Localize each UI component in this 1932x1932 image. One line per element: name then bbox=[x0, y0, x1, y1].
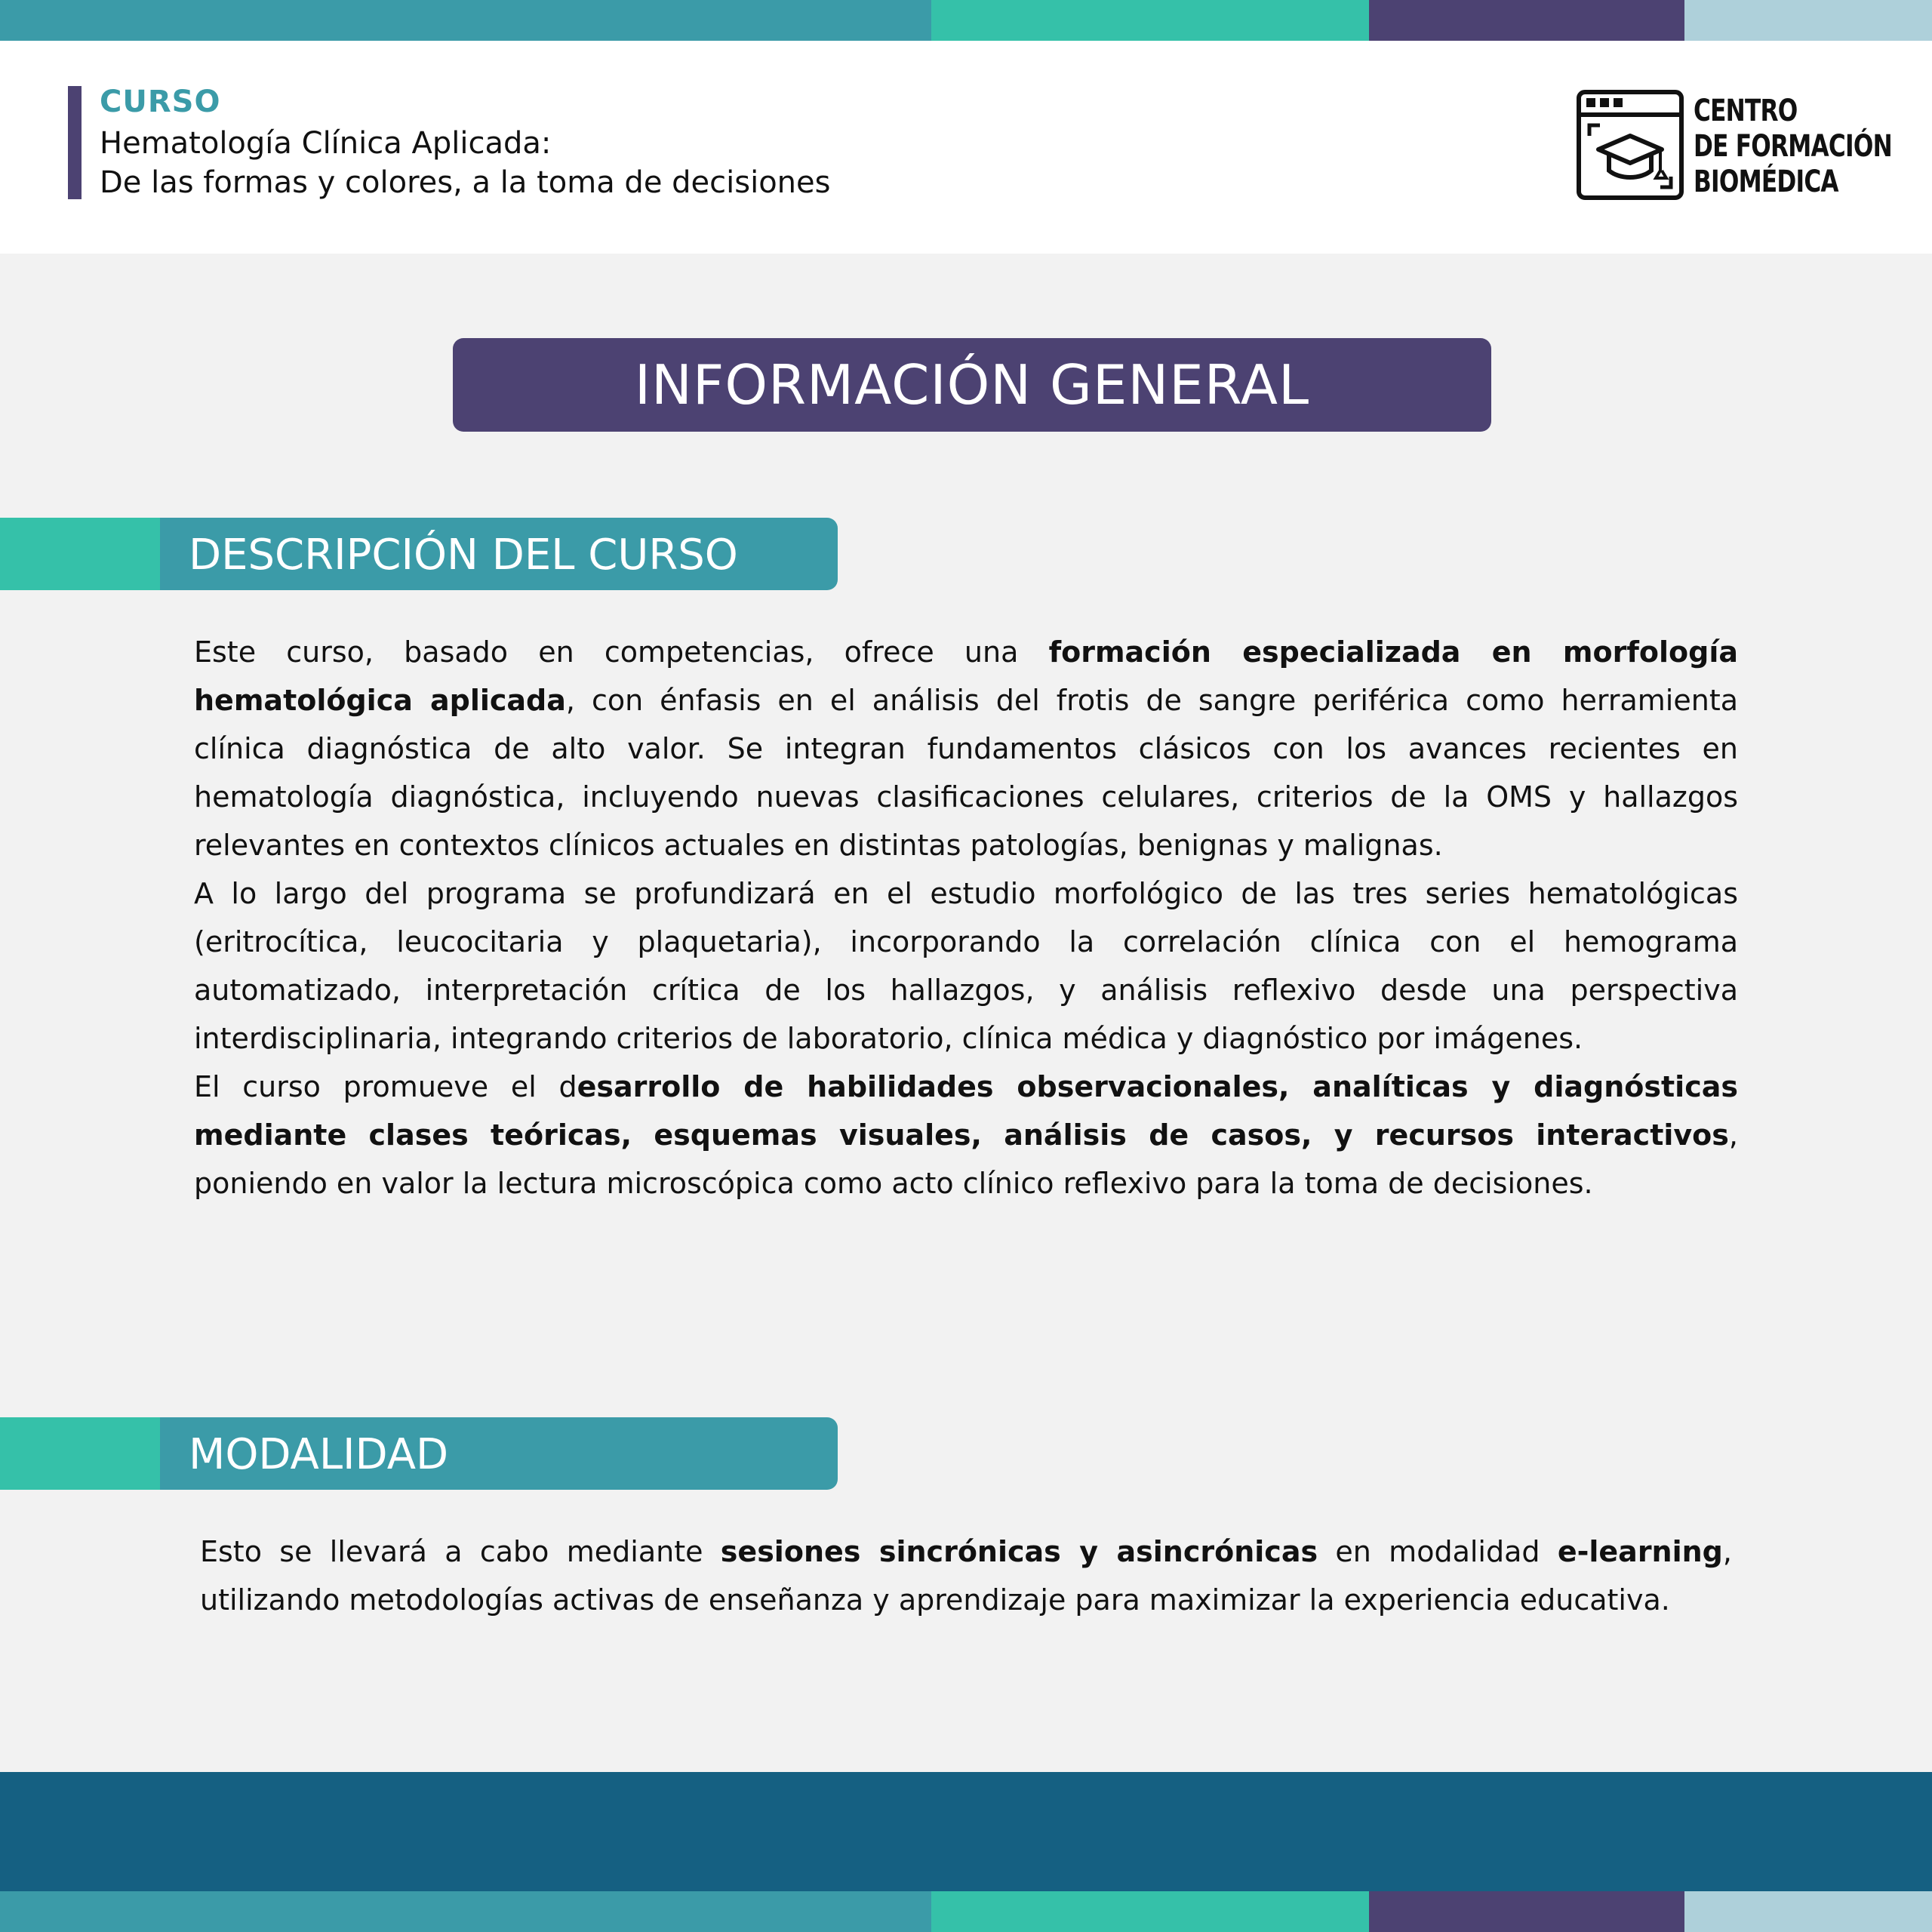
section-header-accent bbox=[0, 1417, 160, 1490]
logo-line2: DE FORMACIÓN bbox=[1694, 129, 1892, 164]
header bbox=[0, 41, 1932, 254]
bold-span: e-learning bbox=[1557, 1535, 1723, 1568]
footer-band bbox=[0, 1772, 1932, 1891]
text-span: en modalidad bbox=[1318, 1535, 1558, 1568]
graduation-cap-window-icon bbox=[1576, 89, 1684, 201]
course-title-line2: De las formas y colores, a la toma de decisiones bbox=[100, 165, 831, 200]
section-header-label: DESCRIPCIÓN DEL CURSO bbox=[189, 531, 738, 580]
description-text bbox=[194, 628, 1738, 1208]
top-bar-light-blue-segment bbox=[1684, 0, 1932, 41]
bottom-color-bar bbox=[0, 1891, 1932, 1932]
text-span: , con énfasis en el análisis del frotis de sangre periférica como herramienta clínica diagnóstica de alto valor. Se integran fundamentos clásicos con los avances recientes en hematología diagnóstica, incluyendo nuevas clasificaciones celulares, criterios de la OMS y hallazgos relevantes en contextos clínicos actuales en distintas patologías, benignas y malignas. bbox=[194, 684, 1739, 862]
text-span: , utilizando metodologías activas de enseñanza y aprendizaje para maximizar la experiencia educativa. bbox=[200, 1535, 1732, 1617]
logo-line3: BIOMÉDICA bbox=[1694, 165, 1838, 199]
course-title bbox=[100, 124, 830, 202]
main-title: INFORMACIÓN GENERAL bbox=[453, 338, 1491, 432]
modality-text bbox=[200, 1527, 1732, 1624]
bold-span: formación especializada en morfología hematológica aplicada bbox=[194, 635, 1739, 717]
description-paragraph-1 bbox=[194, 628, 1738, 869]
section-header-description bbox=[0, 518, 838, 590]
logo-text bbox=[1694, 94, 1892, 200]
section-header-accent bbox=[0, 518, 160, 590]
text-span: Esto se llevará a cabo mediante bbox=[200, 1535, 721, 1568]
description-paragraph-3 bbox=[194, 1063, 1738, 1208]
bottom-bar-purple-segment bbox=[1369, 1891, 1684, 1932]
bold-span: esarrollo de habilidades observacionales, analíticas y diagnósticas mediante clases teóricas, esquemas visuales, análisis de casos, y recursos interactivos bbox=[194, 1070, 1738, 1152]
bottom-bar-light-blue-segment bbox=[1684, 1891, 1932, 1932]
course-tag: CURSO bbox=[100, 85, 221, 119]
logo-line1: CENTRO bbox=[1694, 94, 1798, 128]
top-color-bar bbox=[0, 0, 1932, 41]
bottom-bar-mint-segment bbox=[931, 1891, 1369, 1932]
section-header-modality bbox=[0, 1417, 838, 1490]
bold-span: sesiones sincrónicas y asincrónicas bbox=[720, 1535, 1318, 1568]
description-paragraph-2: A lo largo del programa se profundizará en el estudio morfológico de las tres series hematológicas (eritrocítica, leucocitaria y plaquetaria), incorporando la correlación clínica con el hemograma automatizado, interpretación crítica de los hallazgos, y análisis reflexivo desde una perspectiva interdisciplinaria, integrando criterios de laboratorio, clínica médica y diagnóstico por imágenes. bbox=[194, 877, 1738, 1055]
text-span: El curso promueve el d bbox=[194, 1070, 577, 1103]
modality-paragraph bbox=[200, 1527, 1732, 1624]
top-bar-mint-segment bbox=[931, 0, 1369, 41]
top-bar-teal-segment bbox=[0, 0, 931, 41]
bottom-bar-teal-segment bbox=[0, 1891, 931, 1932]
header-accent-bar bbox=[68, 86, 82, 199]
section-header-label: MODALIDAD bbox=[189, 1430, 449, 1479]
logo bbox=[1576, 89, 1892, 202]
top-bar-purple-segment bbox=[1369, 0, 1684, 41]
text-span: , poniendo en valor la lectura microscópica como acto clínico reflexivo para la toma de decisiones. bbox=[194, 1118, 1738, 1200]
course-title-line1: Hematología Clínica Aplicada: bbox=[100, 126, 552, 161]
text-span: Este curso, basado en competencias, ofrece una bbox=[194, 635, 1049, 669]
